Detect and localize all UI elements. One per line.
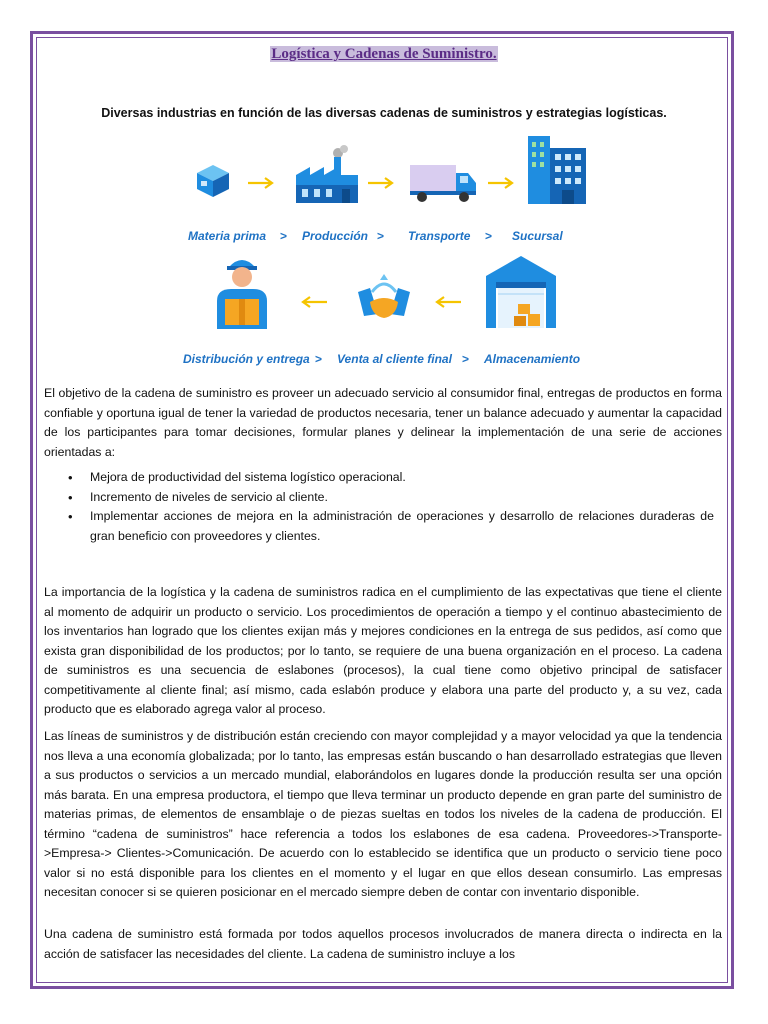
- chain-definition-paragraph: [44, 925, 722, 964]
- paragraph-text: Las líneas de suministros y de distribución están creciendo con mayor complejidad y a mayor velocidad ya que la tendencia nos lleva a una economía globalizada; por lo tanto, las empresas están buscando o han desarrollado estrategias que lleven a sus productos o servicios a un mercado mundial, elaborándolos en lugares donde la producción resulta ser una opción más barata. En una empresa productora, el tiempo que lleva terminar un producto depende en gran parte del suministro de materias primas, de elementos de ensamblaje o de piezas sueltas en todos los niveles de la cadena de producción. El término “cadena de suministros” hace referencia a todos los eslabones de esa cadena. Proveedores->Transporte->Empresa-> Clientes->Comunicación. De acuerdo con lo establecido se identifica que un producto o servicio tiene poco valor si no está disponible para los clientes en el momento y el lugar en que ellos desean consumirlo. Las empresas necesitan conocer si se quieren posicionar en el mercado siempre deben de contar con inventario disponible.: [44, 729, 722, 899]
- step-separator: >: [485, 229, 493, 243]
- intro-paragraph: [44, 384, 722, 462]
- factory-icon: [294, 145, 360, 203]
- step-label-produccion: Producción: [302, 229, 369, 243]
- objectives-list: [64, 468, 714, 546]
- step-label-transporte: Transporte: [408, 229, 471, 243]
- step-separator: >: [377, 229, 385, 243]
- step-label-almacenamiento: Almacenamiento: [484, 352, 581, 366]
- supply-lines-paragraph: [44, 727, 722, 903]
- worker-icon: [209, 253, 275, 329]
- truck-icon: [408, 163, 478, 203]
- paragraph-text: Una cadena de suministro está formada por todos aquellos procesos involucrados de manera directa o indirecta en la acción de satisfacer las necesidades del cliente. La cadena de suministro incluye a los: [44, 927, 722, 961]
- step-separator: >: [462, 352, 470, 366]
- arrow-right-icon: [486, 176, 516, 190]
- step-label-materia-prima: Materia prima: [188, 229, 267, 243]
- importance-paragraph: [44, 583, 722, 720]
- step-separator: >: [315, 352, 323, 366]
- intro-text: El objetivo de la cadena de suministro es proveer un adecuado servicio al consumidor final, entregas de productos en forma confiable y oportuna igual de tener la variedad de productos necesaria, tener un balance adecuado y aumentar la capacidad de los participantes para tomar decisiones, formular planes y delinear la implementación de una serie de acciones orientadas a:: [44, 386, 722, 459]
- handshake-icon: [356, 270, 412, 326]
- arrow-left-icon: [433, 295, 463, 309]
- arrow-left-icon: [299, 295, 329, 309]
- building-icon: [526, 134, 588, 204]
- box-icon: [193, 163, 233, 199]
- list-item: • Implementar acciones de mejora en la administración de operaciones y desarrollo de relaciones duraderas de gran beneficio con proveedores y clientes.: [64, 507, 714, 546]
- step-label-distribucion: Distribución y entrega: [183, 352, 310, 366]
- list-item: • Incremento de niveles de servicio al cliente.: [64, 488, 714, 508]
- list-item: • Mejora de productividad del sistema logístico operacional.: [64, 468, 714, 488]
- arrow-right-icon: [246, 176, 276, 190]
- step-label-sucursal: Sucursal: [512, 229, 563, 243]
- step-label-venta: Venta al cliente final: [337, 352, 452, 366]
- document-subtitle: Diversas industrias en función de las diversas cadenas de suministros y estrategias logísticas.: [101, 106, 667, 120]
- step-separator: >: [280, 229, 288, 243]
- paragraph-text: La importancia de la logística y la cadena de suministros radica en el cumplimiento de las expectativas que tiene el cliente al momento de adquirir un producto o servicio. Los procedimientos de operación a tiempo y el continuo abastecimiento de los inventarios han logrado que los clientes exijan más y mejores condiciones en la entrega de sus pedidos, así como que exista gran disponibilidad de los productos; por lo tanto, se requiere de una buena organización en el proceso. La cadena de suministros es una secuencia de eslabones (procesos), la cual tiene como objetivo principal de satisfacer competitivamente al cliente final; así mismo, cada eslabón produce y elabora una parte del producto y, a su vez, cada producto que es elaborado agrega valor al proceso.: [44, 585, 722, 716]
- warehouse-icon: [484, 254, 558, 328]
- arrow-right-icon: [366, 176, 396, 190]
- document-title: Logística y Cadenas de Suministro.: [271, 46, 497, 62]
